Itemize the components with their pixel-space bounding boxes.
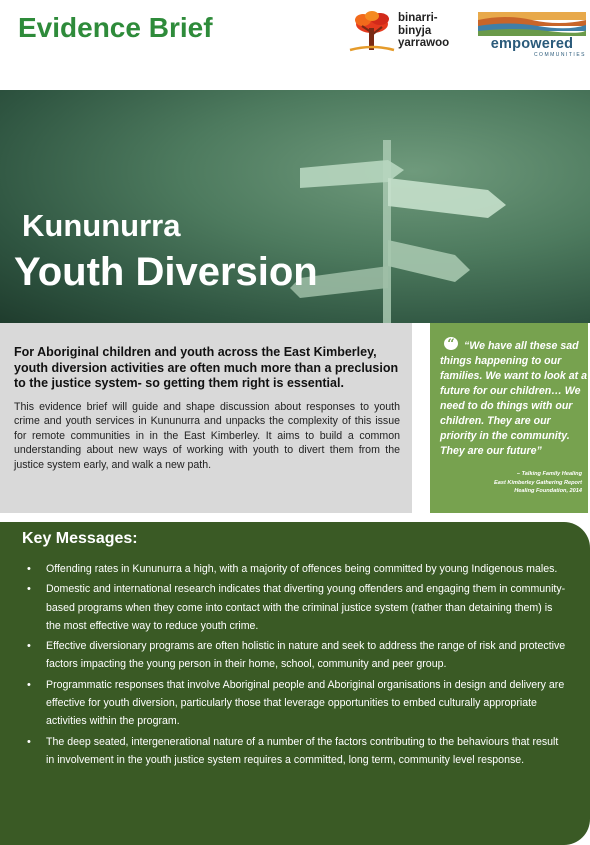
logo1-line: binarri- xyxy=(398,12,438,24)
brief-title: Evidence Brief xyxy=(18,12,213,43)
quote-source-line: – Talking Family Healing xyxy=(516,471,582,477)
hero-title-line1: Kununurra xyxy=(22,208,181,243)
quote-text: “We have all these sad things happening to our families. We want to look at a future for our children… We need to do things with our children. They are our priority in the community. They are our future” xyxy=(440,340,587,457)
tree-icon xyxy=(346,10,398,54)
intro-body: This evidence brief will guide and shape discussion about responses to youth crime and youth services in Kununurra and unpacks the complexity of this issue for remote communities in in the East Kimberley. It aims to build a common understanding about new ways of working with youth to divert them from the justice system early, and walk a new path. xyxy=(14,400,400,471)
quote-panel xyxy=(430,323,588,513)
key-messages-title: Key Messages: xyxy=(22,530,138,547)
quote-icon: “ xyxy=(444,337,458,350)
empowered-communities-logo xyxy=(478,12,586,58)
key-messages-panel xyxy=(0,522,590,845)
list-item: • Domestic and international research indicates that diverting young offenders and engaging them in community-based programs when they come into contact with the criminal justice system (rather than detaining them) is the most effective way to reduce youth crime. xyxy=(22,580,568,635)
quote-source xyxy=(432,470,582,496)
hero-banner xyxy=(0,90,590,323)
intro-panel xyxy=(0,323,412,513)
logo1-text xyxy=(398,12,449,50)
list-item: • Offending rates in Kununurra a high, with a majority of offences being committed by young Indigenous males. xyxy=(22,560,568,578)
key-messages-list xyxy=(22,560,568,771)
list-item: • Effective diversionary programs are often holistic in nature and seek to address the range of risk and protective factors impacting the young person in their home, school, community and peer group. xyxy=(22,637,568,674)
list-item: • The deep seated, intergenerational nature of a number of the factors contributing to the behaviours that result in involvement in the youth justice system requires a committed, long term, community level response. xyxy=(22,733,568,770)
logo2-sub: COMMUNITIES xyxy=(533,52,586,58)
logo1-line: binyja xyxy=(398,24,432,37)
intro-lead: For Aboriginal children and youth across the East Kimberley, youth diversion activities are often much more than a preclusion to the justice system- so getting them right is essential. xyxy=(14,345,399,390)
binarri-binyja-yarrawoo-logo xyxy=(346,10,466,54)
header xyxy=(0,0,590,66)
hero-title-line2: Youth Diversion xyxy=(14,250,318,294)
logo2-name: empowered xyxy=(490,36,574,52)
list-item: • Programmatic responses that involve Aboriginal people and Aboriginal organisations in design and delivery are effective for youth diversion, particularly those that leverage opportunities to embed culturally appropriate activities within the program. xyxy=(22,676,568,731)
logo1-line: yarrawoo xyxy=(398,37,450,49)
quote-source-line: East Kimberley Gathering Report xyxy=(494,479,582,486)
landscape-icon xyxy=(478,12,586,36)
quote-source-line: Healing Foundation, 2014 xyxy=(514,488,582,494)
